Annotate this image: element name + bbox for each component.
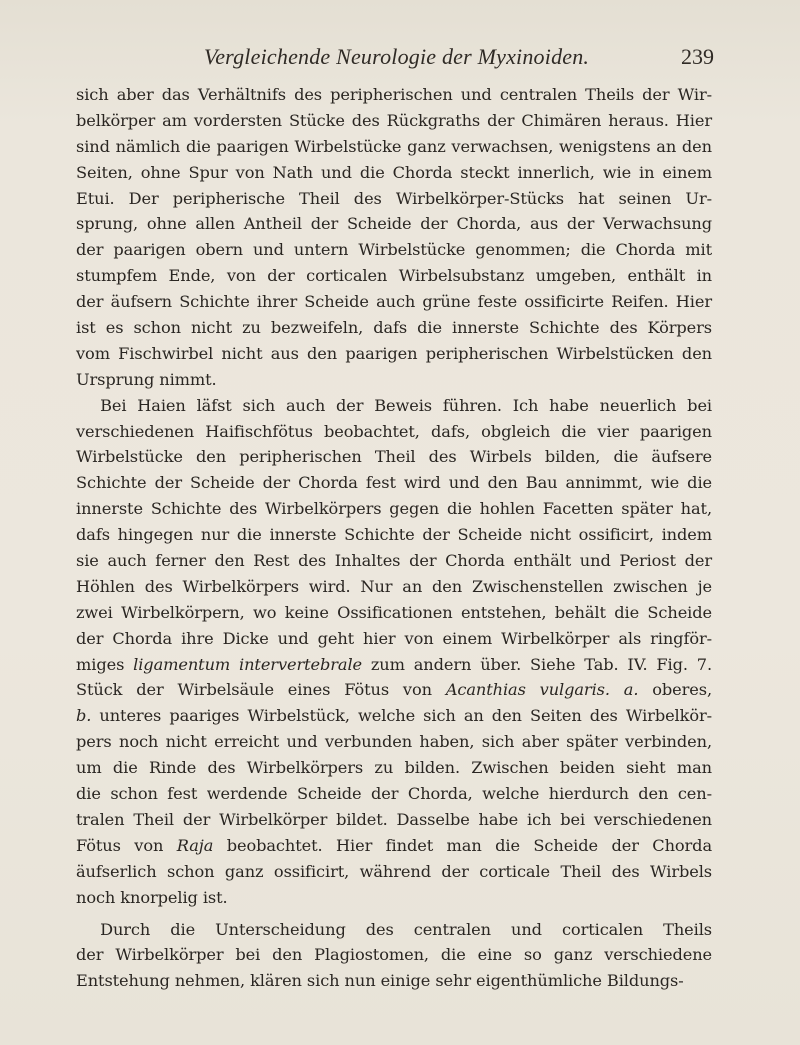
text-line [76, 160, 712, 186]
text-line [76, 968, 712, 994]
text-segment: der paarigen obern und untern Wirbelstücke genommen; die Chorda mit [76, 240, 712, 260]
text-line [76, 885, 712, 911]
text-segment: Stück der Wirbelsäule eines Fötus von [76, 680, 446, 700]
text-segment: Wirbelstücke den peripherischen Theil des Wirbels bilden, die äufsere [76, 447, 712, 467]
text-line [76, 729, 712, 755]
text-segment: vom Fischwirbel nicht aus den paarigen peripherischen Wirbelstücken den [76, 343, 712, 363]
text-segment: Durch die Unterscheidung des centralen und corticalen Theils [76, 919, 712, 939]
text-line [76, 444, 712, 470]
text-segment: Schichte der Scheide der Chorda fest wird und den Bau annimmt, wie die [76, 473, 712, 493]
text-line [76, 626, 712, 652]
text-line [76, 134, 712, 160]
text-segment: pers noch nicht erreicht und verbunden haben, sich aber später verbinden, [76, 732, 712, 752]
text-segment: Ursprung nimmt. [76, 369, 217, 389]
text-segment: verschiedenen Haifischfötus beobachtet, dafs, obgleich die vier paarigen [76, 421, 712, 441]
text-segment: innerste Schichte des Wirbelkörpers gegen die hohlen Facetten später hat, [76, 499, 712, 519]
text-segment: Fötus von [76, 835, 177, 855]
text-line [76, 315, 712, 341]
text-line [76, 755, 712, 781]
text-segment: oberes, [638, 680, 712, 700]
text-segment: tralen Theil der Wirbelkörper bildet. Dasselbe habe ich bei verschiedenen [76, 809, 712, 829]
text-line [76, 522, 712, 548]
text-line [76, 942, 712, 968]
running-title: Vergleichende Neurologie der Myxinoiden. [204, 44, 590, 69]
text-line [76, 859, 712, 885]
text-line [76, 211, 712, 237]
text-segment: Seiten, ohne Spur von Nath und die Chorda steckt innerlich, wie in einem [76, 162, 712, 182]
text-segment: Etui. Der peripherische Theil des Wirbelkörper-Stücks hat seinen Ur- [76, 188, 712, 208]
italic-text: Raja [176, 835, 214, 855]
text-segment: belkörper am vordersten Stücke des Rückgraths der Chimären heraus. Hier [76, 110, 712, 130]
paragraph [76, 82, 712, 393]
paragraph [76, 917, 712, 995]
text-segment: dafs hingegen nur die innerste Schichte der Scheide nicht ossificirt, indem [76, 525, 712, 545]
text-line [76, 496, 712, 522]
page-header [196, 44, 714, 72]
italic-text: ligamentum intervertebrale [133, 654, 363, 674]
text-segment: zwei Wirbelkörpern, wo keine Ossificationen entstehen, behält die Scheide [76, 602, 712, 622]
text-line [76, 263, 712, 289]
text-line [76, 677, 712, 703]
text-line [76, 367, 712, 393]
text-segment: Bei Haien läfst sich auch der Beweis führen. Ich habe neuerlich bei [76, 395, 712, 415]
paragraph [76, 393, 712, 911]
text-line [76, 108, 712, 134]
text-line [76, 833, 712, 859]
text-line [76, 703, 712, 729]
text-line [76, 574, 712, 600]
body-text [76, 82, 712, 994]
text-line [76, 652, 712, 678]
text-segment: sind nämlich die paarigen Wirbelstücke ganz verwachsen, wenigstens an den [76, 136, 712, 156]
text-segment: noch knorpelig ist. [76, 887, 228, 907]
text-line [76, 807, 712, 833]
text-segment: miges [76, 654, 134, 674]
text-segment: äufserlich schon ganz ossificirt, während der corticale Theil des Wirbels [76, 861, 712, 881]
text-segment: sie auch ferner den Rest des Inhaltes der Chorda enthält und Periost der [76, 551, 712, 571]
italic-text: Acanthias vulgaris. a. [445, 680, 639, 700]
text-segment: beobachtet. Hier findet man die Scheide der Chorda [213, 835, 712, 855]
text-line [76, 237, 712, 263]
text-segment: der äufsern Schichte ihrer Scheide auch grüne feste ossificirte Reifen. Hier [76, 292, 712, 312]
text-segment: zum andern über. Siehe Tab. IV. Fig. 7. [362, 654, 713, 674]
text-line [76, 419, 712, 445]
text-line [76, 341, 712, 367]
page-number: 239 [681, 44, 714, 69]
text-line [76, 548, 712, 574]
text-segment: die schon fest werdende Scheide der Chorda, welche hierdurch den cen- [76, 784, 712, 804]
text-segment: um die Rinde des Wirbelkörpers zu bilden. Zwischen beiden sieht man [76, 758, 712, 778]
text-segment: sprung, ohne allen Antheil der Scheide der Chorda, aus der Verwachsung [76, 214, 712, 234]
text-segment: Entstehung nehmen, klären sich nun einige sehr eigenthümliche Bildungs- [76, 971, 684, 991]
text-line [76, 393, 712, 419]
text-segment: der Chorda ihre Dicke und geht hier von einem Wirbelkörper als ringför- [76, 628, 712, 648]
text-line [76, 82, 712, 108]
text-line [76, 781, 712, 807]
text-segment: sich aber das Verhältnifs des peripherischen und centralen Theils der Wir- [76, 85, 712, 104]
text-line [76, 600, 712, 626]
text-line [76, 470, 712, 496]
text-segment: stumpfem Ende, von der corticalen Wirbelsubstanz umgeben, enthält in [76, 266, 712, 286]
text-line [76, 289, 712, 315]
text-line [76, 917, 712, 943]
text-segment: ist es schon nicht zu bezweifeln, dafs die innerste Schichte des Körpers [76, 318, 712, 338]
text-line [76, 186, 712, 212]
text-segment: Höhlen des Wirbelkörpers wird. Nur an den Zwischenstellen zwischen je [76, 576, 712, 596]
text-segment: unteres paariges Wirbelstück, welche sich an den Seiten des Wirbelkör- [91, 706, 712, 726]
italic-text: b. [76, 706, 92, 726]
text-segment: der Wirbelkörper bei den Plagiostomen, die eine so ganz verschiedene [76, 945, 712, 965]
